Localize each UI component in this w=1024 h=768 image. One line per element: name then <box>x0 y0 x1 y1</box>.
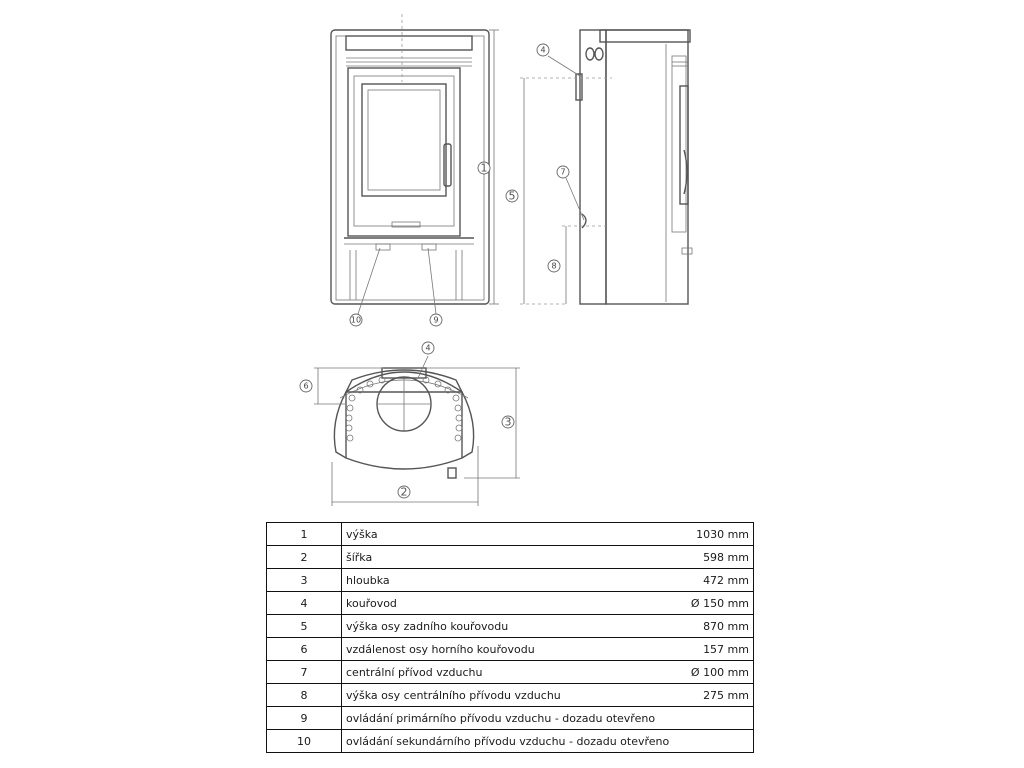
row-value: Ø 100 mm <box>690 665 749 679</box>
row-description <box>342 684 754 707</box>
row-label: ovládání sekundárního přívodu vzduchu - dozadu otevřeno <box>346 734 670 748</box>
front-view <box>331 14 499 314</box>
svg-text:8: 8 <box>551 261 557 271</box>
table-row <box>267 569 754 592</box>
callout-6 <box>300 380 312 392</box>
table-row <box>267 707 754 730</box>
table-row <box>267 523 754 546</box>
row-number: 1 <box>267 523 342 546</box>
svg-text:1: 1 <box>480 161 488 175</box>
row-description <box>342 523 754 546</box>
row-number: 5 <box>267 615 342 638</box>
table-row <box>267 615 754 638</box>
callout-4-side <box>537 44 549 56</box>
row-label: vzdálenost osy horního kouřovodu <box>346 642 535 656</box>
row-label: výška osy centrálního přívodu vzduchu <box>346 688 561 702</box>
row-description <box>342 730 754 753</box>
svg-text:2: 2 <box>400 485 408 499</box>
callout-1 <box>478 162 490 175</box>
svg-text:4: 4 <box>540 45 546 55</box>
row-value: 275 mm <box>703 688 749 702</box>
row-number: 9 <box>267 707 342 730</box>
row-label: centrální přívod vzduchu <box>346 665 483 679</box>
row-label: výška <box>346 527 378 541</box>
dimensions-table <box>266 522 754 753</box>
table-row <box>267 684 754 707</box>
svg-text:9: 9 <box>433 315 439 325</box>
callout-7 <box>557 166 569 178</box>
callout-10 <box>350 314 362 326</box>
row-number: 4 <box>267 592 342 615</box>
side-view <box>520 30 692 304</box>
row-number: 2 <box>267 546 342 569</box>
table-row <box>267 592 754 615</box>
row-number: 3 <box>267 569 342 592</box>
svg-text:6: 6 <box>303 381 309 391</box>
row-description <box>342 546 754 569</box>
callout-5 <box>506 190 518 203</box>
callout-3 <box>502 416 514 429</box>
row-value: 870 mm <box>703 619 749 633</box>
svg-text:7: 7 <box>560 167 566 177</box>
svg-text:5: 5 <box>508 189 516 203</box>
table-row <box>267 638 754 661</box>
row-number: 7 <box>267 661 342 684</box>
table-row <box>267 546 754 569</box>
callout-2 <box>398 486 410 499</box>
row-description <box>342 569 754 592</box>
svg-text:3: 3 <box>504 415 512 429</box>
row-description <box>342 615 754 638</box>
row-description <box>342 661 754 684</box>
row-value: 1030 mm <box>696 527 749 541</box>
row-label: kouřovod <box>346 596 397 610</box>
table-row <box>267 730 754 753</box>
top-view <box>314 356 520 506</box>
dimensions-table-body <box>267 523 754 753</box>
callout-8 <box>548 260 560 272</box>
row-number: 10 <box>267 730 342 753</box>
row-value: 472 mm <box>703 573 749 587</box>
row-value: 598 mm <box>703 550 749 564</box>
row-label: výška osy zadního kouřovodu <box>346 619 509 633</box>
callout-9 <box>430 314 442 326</box>
row-number: 8 <box>267 684 342 707</box>
svg-text:10: 10 <box>350 315 362 325</box>
row-description <box>342 707 754 730</box>
row-label: ovládání primárního přívodu vzduchu - dozadu otevřeno <box>346 711 656 725</box>
row-label: hloubka <box>346 573 390 587</box>
row-description <box>342 592 754 615</box>
table-row <box>267 661 754 684</box>
row-value: 157 mm <box>703 642 749 656</box>
svg-text:4: 4 <box>425 343 431 353</box>
row-value: Ø 150 mm <box>690 596 749 610</box>
row-description <box>342 638 754 661</box>
row-label: šířka <box>346 550 373 564</box>
callout-4-top <box>422 342 434 354</box>
row-number: 6 <box>267 638 342 661</box>
